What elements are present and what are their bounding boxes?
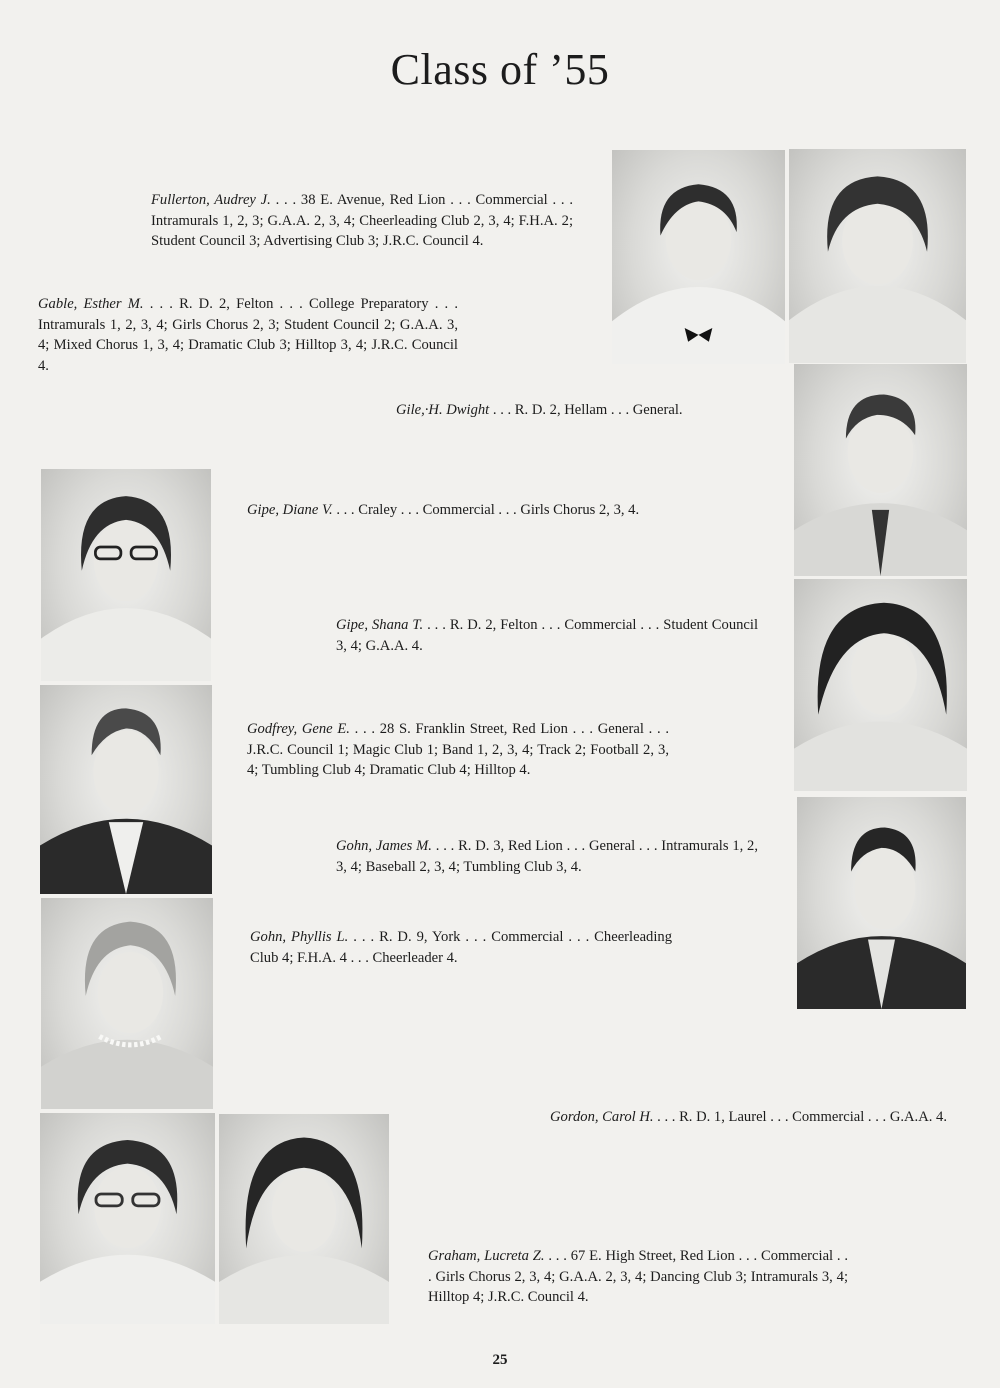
entry-details: . . . R. D. 3, Red Lion . . . General . . . Intramurals 1, 2, 3, 4; Baseball 2, 3, 4; Tumbling Club 3, 4. (336, 838, 759, 875)
entry-details: . . . 28 S. Franklin Street, Red Lion . . . General . . . J.R.C. Council 1; Magic Club 1; Band 1, 2, 3, 4; Track 2; Football 2, 3, 4; Tumbling Club 4; Dramatic Club 4; Hilltop 4. (247, 721, 669, 778)
entry-name: Gipe, Diane V. (247, 502, 333, 518)
entry-gohn-phyllis (250, 927, 672, 968)
entry-fullerton-audrey (151, 190, 573, 252)
portrait-photo (797, 797, 966, 1009)
entry-name: Gohn, James M. (336, 838, 432, 854)
entry-name: Gile,·H. Dwight (396, 402, 490, 418)
entry-name: Fullerton, Audrey J. (151, 192, 271, 208)
portrait-photo (40, 685, 212, 894)
portrait-photo (41, 898, 213, 1109)
entry-gohn-james (336, 836, 758, 877)
entry-gordon-carol (550, 1107, 968, 1128)
entry-gable-esther (38, 294, 458, 376)
entry-gipe-shana (336, 615, 758, 656)
entry-gipe-diane (247, 500, 669, 521)
entry-name: Godfrey, Gene E. (247, 721, 350, 737)
portrait-photo (612, 150, 785, 364)
entry-name: Graham, Lucreta Z. (428, 1248, 545, 1264)
portrait-photo (794, 364, 967, 576)
entry-details: . . . Craley . . . Commercial . . . Girls Chorus 2, 3, 4. (332, 502, 640, 518)
entry-godfrey-gene (247, 719, 669, 781)
entry-details: . . . R. D. 2, Felton . . . Commercial . . . Student Council 3, 4; G.A.A. 4. (336, 617, 759, 654)
portrait-photo (789, 149, 966, 363)
portrait-photo (219, 1114, 389, 1324)
entry-details: . . . R. D. 9, York . . . Commercial . . . Cheerleading Club 4; F.H.A. 4 . . . Cheerleader 4. (250, 929, 672, 966)
entry-graham-lucreta (428, 1246, 848, 1308)
entry-name: Gipe, Shana T. (336, 617, 424, 633)
entry-name: Gordon, Carol H. (550, 1109, 654, 1125)
page-number: 25 (492, 1352, 508, 1368)
portrait-photo (794, 579, 967, 791)
entry-details: . . . R. D. 2, Felton . . . College Preparatory . . . Intramurals 1, 2, 3, 4; Girls Chorus 2, 3; Student Council 2; G.A.A. 3, 4; Mixed Chorus 1, 3, 4; Dramatic Club 3; Hilltop 3, 4; J.R.C. Council 4. (38, 296, 458, 374)
page-title: Class of ’55 (390, 45, 610, 94)
entry-name: Gable, Esther M. (38, 296, 144, 312)
entry-details: . . . 67 E. High Street, Red Lion . . . Commercial . . . Girls Chorus 2, 3, 4; G.A.A. 2, 3, 4; Dancing Club 3; Intramurals 3, 4; Hilltop 4; J.R.C. Council 4. (428, 1248, 849, 1305)
entry-details: . . . 38 E. Avenue, Red Lion . . . Commercial . . . Intramurals 1, 2, 3; G.A.A. 2, 3, 4; Cheerleading Club 2, 3, 4; F.H.A. 2; Student Council 3; Advertising Club 3; J.R.C. Council 4. (151, 192, 573, 249)
entry-gile-dwight (396, 400, 776, 421)
portrait-photo (41, 469, 211, 681)
entry-details: . . . R. D. 2, Hellam . . . General. (489, 402, 683, 418)
entry-name: Gohn, Phyllis L. (250, 929, 349, 945)
portrait-photo (40, 1113, 215, 1324)
entry-details: . . . R. D. 1, Laurel . . . Commercial . . . G.A.A. 4. (653, 1109, 947, 1125)
